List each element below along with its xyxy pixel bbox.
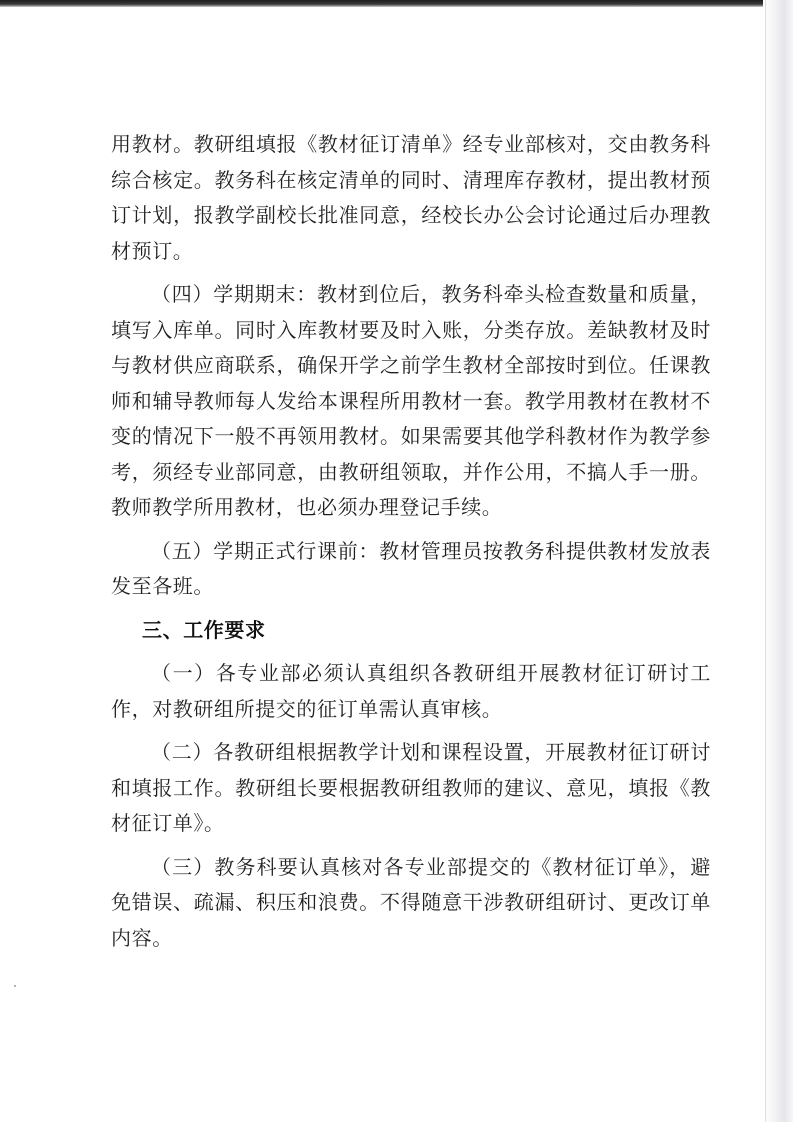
document-body [111,127,711,964]
requirement-item-1: （一）各专业部必须认真组织各教研组开展教材征订研讨工作，对教研组所提交的征订单需认真审核。 [111,661,711,721]
paragraph-before-classes: （五）学期正式行课前：教材管理员按教务科提供教材发放表发至各班。 [111,538,711,598]
paragraph-semester-end: （四）学期期末：教材到位后，教务科牵头检查数量和质量，填写入库单。同时入库教材要及时入账，分类存放。差缺教材及时与教材供应商联系，确保开学之前学生教材全部按时到位。任课教师和辅导教师每人发给本课程所用教材一套。教学用教材在教材不变的情况下一般不再领用教材。如果需要其他学科教材作为教学参考，须经专业部同意，由教研组领取，并作公用，不搞人手一册。教师教学所用教材，也必须办理登记手续。 [111,282,711,519]
scan-top-edge [0,0,793,7]
scan-right-edge-line [765,0,766,1122]
scan-right-edge [763,0,793,1122]
section-heading-work-requirements: 三、工作要求 [142,617,266,642]
scan-speck [14,985,16,987]
requirement-item-2: （二）各教研组根据教学计划和课程设置，开展教材征订研讨和填报工作。教研组长要根据教研组教师的建议、意见，填报《教材征订单》。 [111,740,711,835]
requirement-item-3: （三）教务科要认真核对各专业部提交的《教材征订单》，避免错误、疏漏、积压和浪费。不得随意干涉教研组研讨、更改订单内容。 [111,854,711,950]
paragraph-continuation: 用教材。教研组填报《教材征订清单》经专业部核对，交由教务科综合核定。教务科在核定清单的同时、清理库存教材，提出教材预订计划，报教学副校长批准同意，经校长办公会讨论通过后办理教材预订。 [111,132,711,263]
